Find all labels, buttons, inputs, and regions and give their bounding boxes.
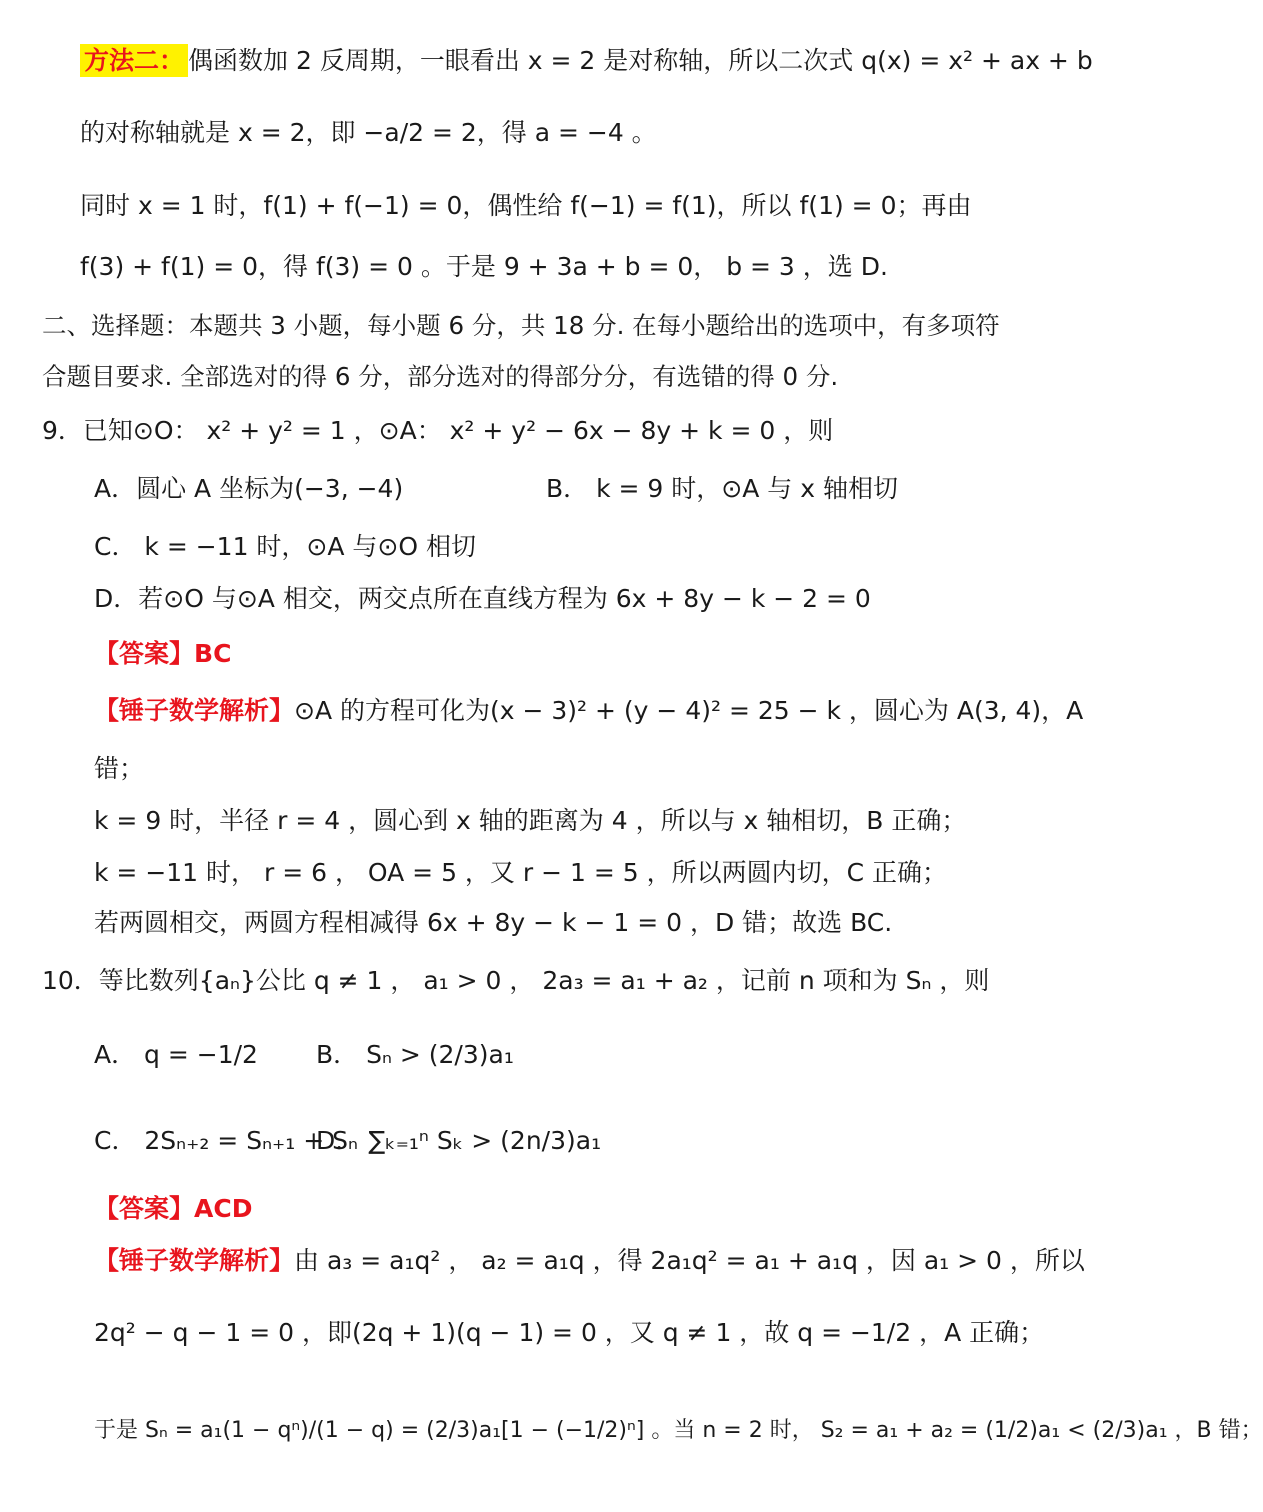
- q9-option-a: A．圆心 A 坐标为(−3, −4): [94, 474, 404, 503]
- q10-answer: [94, 1192, 252, 1226]
- q10-option-b: B． Sₙ > (2/3)a₁: [316, 1040, 514, 1069]
- q9-option-c: C． k = −11 时，⊙A 与⊙O 相切: [94, 532, 476, 561]
- method2-text-1: 偶函数加 2 反周期，一眼看出 x = 2 是对称轴，所以二次式 q(x) = x² + ax + b: [188, 46, 1093, 75]
- q9-analysis-line-1: [94, 694, 1083, 728]
- q10-analysis-text-1: 由 a₃ = a₁q² ， a₂ = a₁q ，得 2a₁q² = a₁ + a₁q ，因 a₁ > 0 ，所以: [294, 1246, 1085, 1275]
- method2-label: 方法二：: [80, 44, 188, 77]
- q9-answer-label: 【答案】: [94, 639, 195, 668]
- q10-option-a: A． q = −1/2: [94, 1040, 258, 1069]
- q9-analysis-line-5: 若两圆相交，两圆方程相减得 6x + 8y − k − 1 = 0 ，D 错；故选 BC.: [94, 908, 893, 937]
- q10-answer-label: 【答案】: [94, 1194, 195, 1223]
- q9-analysis-label: 【锤子数学解析】: [94, 696, 295, 725]
- q10-analysis-line-3: 于是 Sₙ = a₁(1 − qⁿ)/(1 − q) = (2/3)a₁[1 − (−1/2)ⁿ] 。当 n = 2 时， S₂ = a₁ + a₂ = (1/2)a₁ < (2/3)a₁ ，B 错；: [94, 1418, 1263, 1443]
- q9-answer-value: BC: [194, 639, 232, 668]
- q9-analysis-text-1: ⊙A 的方程可化为(x − 3)² + (y − 4)² = 25 − k ，圆心为 A(3, 4)，A: [294, 696, 1084, 725]
- method2-line-2: 的对称轴就是 x = 2，即 −a/2 = 2，得 a = −4 。: [80, 118, 657, 147]
- q9-analysis-line-2: 错；: [94, 754, 145, 783]
- method2-line-3: 同时 x = 1 时，f(1) + f(−1) = 0，偶性给 f(−1) = f(1)，所以 f(1) = 0；再由: [80, 191, 972, 220]
- q10-analysis-label: 【锤子数学解析】: [94, 1246, 295, 1275]
- q9-answer: [94, 637, 231, 671]
- q9-analysis-line-4: k = −11 时， r = 6 ， OA = 5 ，又 r − 1 = 5 ，所以两圆内切，C 正确；: [94, 858, 947, 887]
- q10-analysis-line-1: [94, 1244, 1085, 1278]
- q9-analysis-line-3: k = 9 时，半径 r = 4 ，圆心到 x 轴的距离为 4 ，所以与 x 轴相切，B 正确；: [94, 806, 967, 835]
- q10-option-d: D． ∑ₖ₌₁ⁿ Sₖ > (2n/3)a₁: [316, 1126, 602, 1155]
- q10-analysis-line-2: 2q² − q − 1 = 0 ，即(2q + 1)(q − 1) = 0 ，又 q ≠ 1 ，故 q = −1/2 ，A 正确；: [94, 1318, 1045, 1347]
- section2-instructions-2: 合题目要求. 全部选对的得 6 分，部分选对的得部分分，有选错的得 0 分.: [42, 362, 839, 391]
- q10-stem: 10．等比数列{aₙ}公比 q ≠ 1 ， a₁ > 0 ， 2a₃ = a₁ + a₂ ，记前 n 项和为 Sₙ ，则: [42, 966, 990, 995]
- section2-instructions-1: 二、选择题：本题共 3 小题，每小题 6 分，共 18 分. 在每小题给出的选项中，有多项符: [42, 311, 1000, 340]
- q10-answer-value: ACD: [194, 1194, 253, 1223]
- q9-option-b: B． k = 9 时，⊙A 与 x 轴相切: [546, 474, 898, 503]
- q10-option-c: C． 2Sₙ₊₂ = Sₙ₊₁ + Sₙ: [94, 1126, 358, 1155]
- method2-line-1: [80, 44, 1093, 78]
- q9-option-d: D．若⊙O 与⊙A 相交，两交点所在直线方程为 6x + 8y − k − 2 = 0: [94, 584, 871, 613]
- q9-stem: 9．已知⊙O： x² + y² = 1 ，⊙A： x² + y² − 6x − 8y + k = 0 ，则: [42, 416, 834, 445]
- method2-line-4: f(3) + f(1) = 0，得 f(3) = 0 。于是 9 + 3a + b = 0， b = 3 ，选 D.: [80, 252, 888, 281]
